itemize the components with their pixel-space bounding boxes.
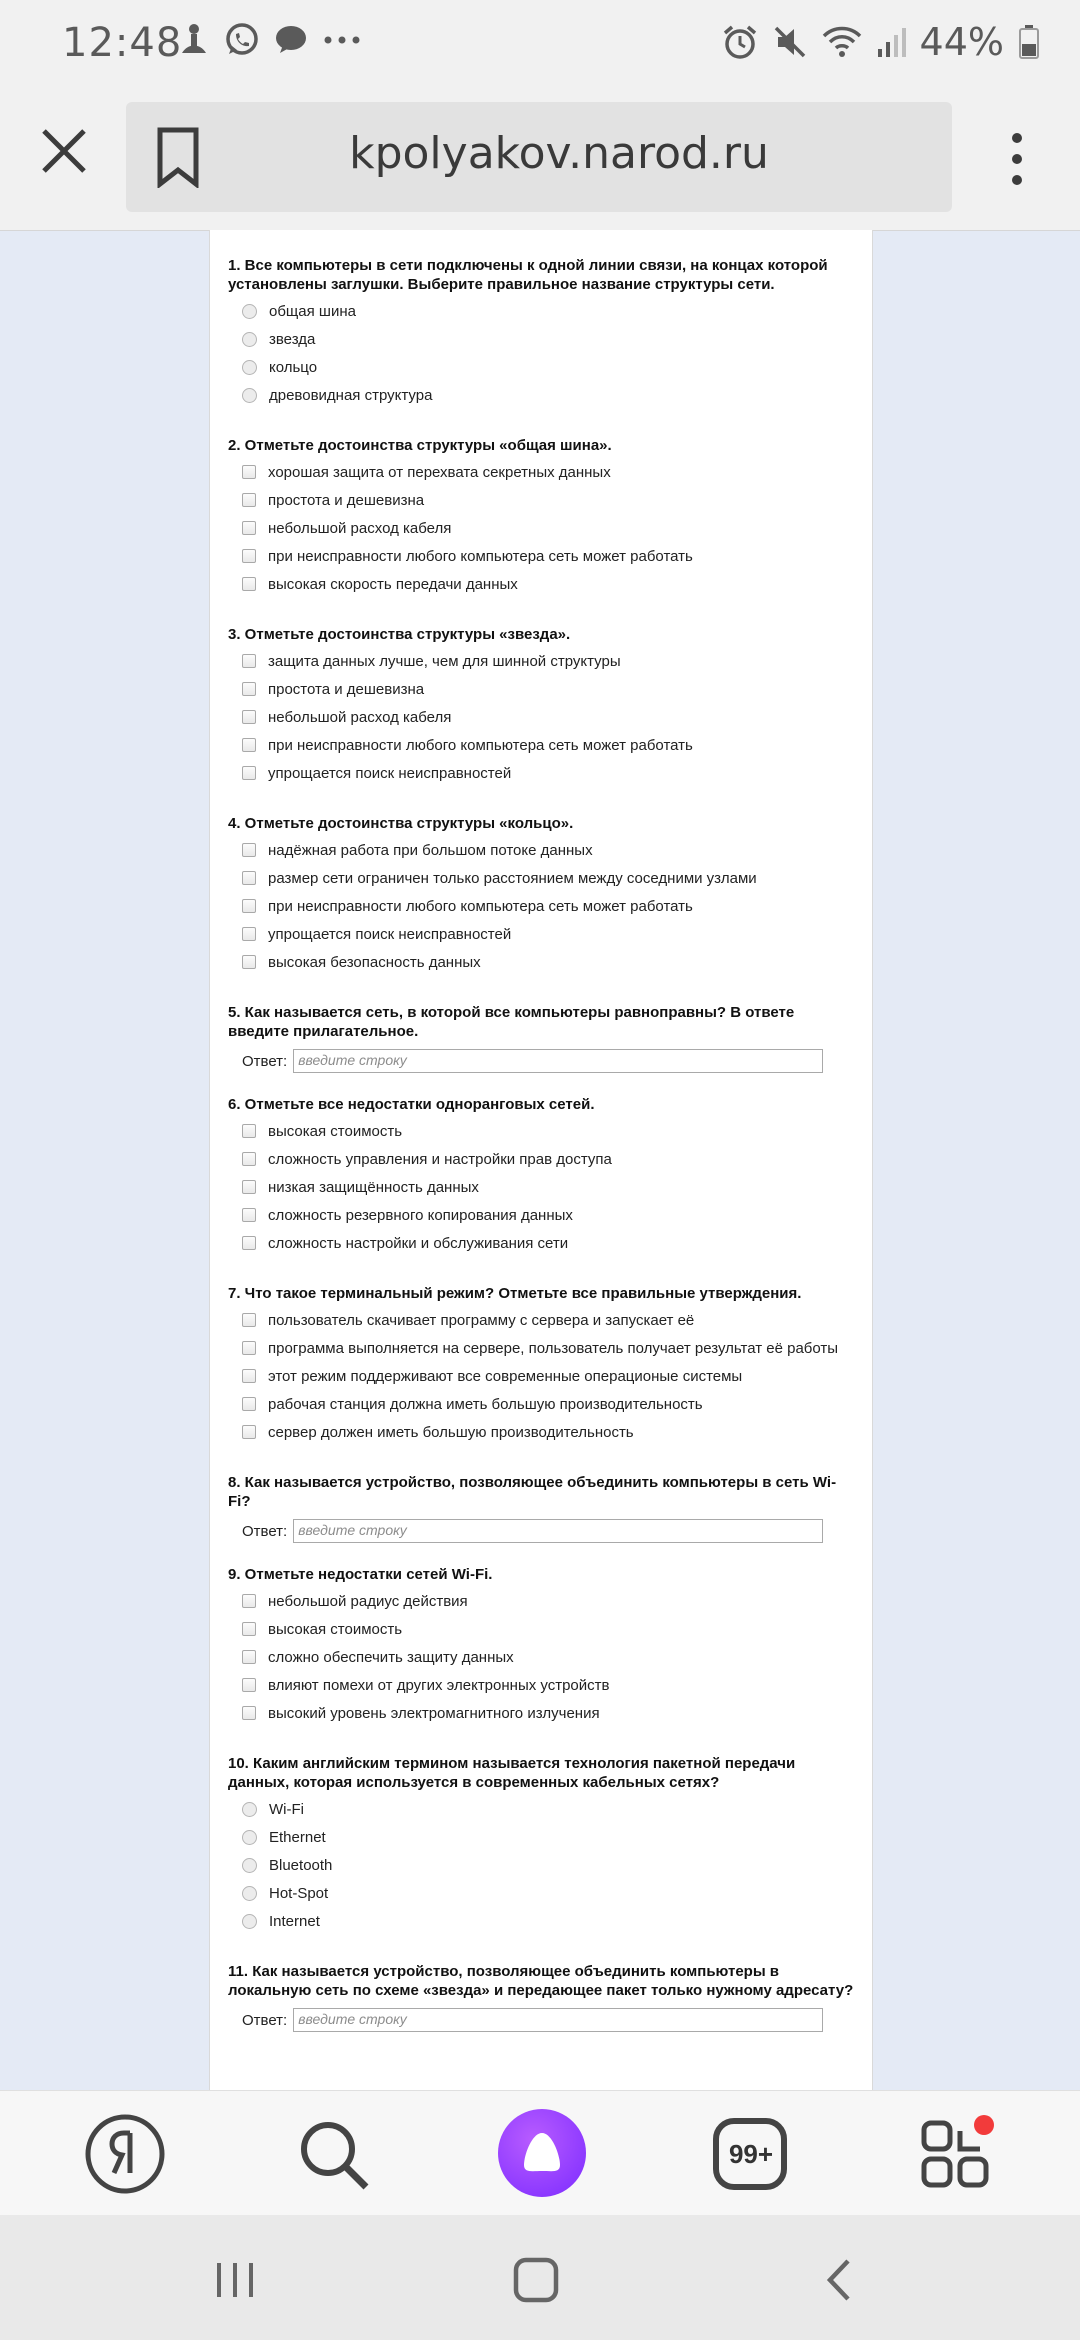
checkbox[interactable]	[242, 1124, 256, 1138]
question-8	[228, 1473, 854, 1543]
checkbox[interactable]	[242, 1236, 256, 1250]
answer-option[interactable]	[228, 1122, 854, 1150]
checkbox[interactable]	[242, 843, 256, 857]
question-6	[228, 1095, 854, 1262]
answer-option[interactable]	[228, 330, 854, 358]
checkbox[interactable]	[242, 465, 256, 479]
answer-option[interactable]	[228, 1423, 854, 1451]
question-title: 6. Отметьте все недостатки одноранговых сетей.	[228, 1096, 595, 1113]
answer-option[interactable]	[228, 358, 854, 386]
question-5	[228, 1003, 854, 1073]
option-label: небольшой расход кабеля	[268, 709, 452, 726]
option-label: программа выполняется на сервере, пользователь получает результат её работы	[268, 1340, 839, 1357]
home-icon[interactable]	[506, 2255, 566, 2305]
checkbox[interactable]	[242, 738, 256, 752]
checkbox[interactable]	[242, 871, 256, 885]
radio-button[interactable]	[242, 304, 257, 319]
page-content	[209, 230, 873, 2090]
checkbox[interactable]	[242, 927, 256, 941]
checkbox[interactable]	[242, 577, 256, 591]
signal-icon	[876, 25, 906, 59]
address-bar[interactable]	[126, 102, 952, 212]
answer-row	[242, 1519, 854, 1543]
radio-button[interactable]	[242, 1802, 257, 1817]
answer-option[interactable]	[228, 652, 854, 680]
answer-option[interactable]	[228, 1367, 854, 1395]
answer-label: Ответ:	[242, 1522, 288, 1540]
option-label: размер сети ограничен только расстоянием между соседними узлами	[268, 870, 757, 887]
battery-icon	[1018, 24, 1040, 60]
option-label: защита данных лучше, чем для шинной структуры	[268, 653, 621, 670]
checkbox[interactable]	[242, 1208, 256, 1222]
radio-button[interactable]	[242, 1830, 257, 1845]
option-label: сложность резервного копирования данных	[268, 1207, 573, 1224]
answer-option[interactable]	[228, 925, 854, 953]
option-label: небольшой радиус действия	[268, 1593, 468, 1610]
answer-option[interactable]	[228, 386, 854, 414]
question-3	[228, 625, 854, 792]
checkbox[interactable]	[242, 493, 256, 507]
answer-input[interactable]: введите строку	[293, 1049, 823, 1073]
question-title: 10. Каким английским термином называется технология пакетной передачи данных, которая используется в современных кабельных сетях?	[228, 1755, 796, 1791]
option-label: упрощается поиск неисправностей	[268, 926, 512, 943]
option-label: низкая защищённость данных	[268, 1179, 479, 1196]
status-bar	[0, 0, 1080, 85]
checkbox[interactable]	[242, 1313, 256, 1327]
radio-button[interactable]	[242, 332, 257, 347]
system-navigation	[0, 2215, 1080, 2340]
answer-option[interactable]	[228, 1178, 854, 1206]
option-label: общая шина	[269, 303, 356, 320]
answer-option[interactable]	[228, 708, 854, 736]
checkbox[interactable]	[242, 549, 256, 563]
question-title: 4. Отметьте достоинства структуры «кольцо».	[228, 815, 574, 832]
quiz	[210, 230, 872, 2032]
answer-option[interactable]	[228, 1395, 854, 1423]
answer-option[interactable]	[228, 1884, 854, 1912]
checkbox[interactable]	[242, 1425, 256, 1439]
answer-option[interactable]	[228, 1704, 854, 1732]
alice-icon	[498, 2109, 586, 2197]
option-label: при неисправности любого компьютера сеть может работать	[268, 898, 693, 915]
option-label: небольшой расход кабеля	[268, 520, 452, 537]
option-label: Internet	[269, 1913, 320, 1930]
yandex-icon[interactable]	[82, 2111, 168, 2197]
radio-button[interactable]	[242, 1914, 257, 1929]
checkbox[interactable]	[242, 1180, 256, 1194]
answer-option[interactable]	[228, 764, 854, 792]
checkbox[interactable]	[242, 1397, 256, 1411]
answer-option[interactable]	[228, 1856, 854, 1884]
answer-option[interactable]	[228, 547, 854, 575]
option-label: Wi-Fi	[269, 1801, 304, 1818]
answer-row	[242, 1049, 854, 1073]
answer-option[interactable]	[228, 463, 854, 491]
bottom-navigation	[0, 2090, 1080, 2216]
alarm-icon	[722, 24, 758, 60]
checkbox[interactable]	[242, 955, 256, 969]
option-label: хорошая защита от перехвата секретных данных	[268, 464, 611, 481]
answer-option[interactable]	[228, 897, 854, 925]
option-label: влияют помехи от других электронных устройств	[268, 1677, 610, 1694]
question-11	[228, 1962, 854, 2032]
mute-icon	[772, 24, 808, 60]
whatsapp-icon	[224, 22, 260, 58]
more-menu-icon[interactable]	[1000, 130, 1034, 188]
checkbox[interactable]	[242, 1678, 256, 1692]
answer-option[interactable]	[228, 1828, 854, 1856]
checkbox[interactable]	[242, 1369, 256, 1383]
checkbox[interactable]	[242, 654, 256, 668]
question-7	[228, 1284, 854, 1451]
option-label: этот режим поддерживают все современные операционые системы	[268, 1368, 743, 1385]
question-title: 9. Отметьте недостатки сетей Wi-Fi.	[228, 1566, 493, 1583]
answer-option[interactable]	[228, 736, 854, 764]
answer-option[interactable]	[228, 302, 854, 330]
option-label: Hot-Spot	[269, 1885, 329, 1902]
option-label: высокая стоимость	[268, 1123, 403, 1140]
option-label: сложность управления и настройки прав доступа	[268, 1151, 612, 1168]
search-icon[interactable]	[290, 2111, 376, 2197]
answer-option[interactable]	[228, 841, 854, 869]
option-label: пользователь скачивает программу с сервера и запускает её	[268, 1312, 695, 1329]
checkbox[interactable]	[242, 1622, 256, 1636]
close-icon[interactable]	[36, 123, 92, 179]
option-label: Bluetooth	[269, 1857, 333, 1874]
answer-option[interactable]	[228, 491, 854, 519]
option-label: высокая стоимость	[268, 1621, 403, 1638]
question-title: 1. Все компьютеры в сети подключены к одной линии связи, на концах которой установлены заглушки. Выберите правильное название структуры сети.	[228, 257, 828, 293]
answer-option[interactable]	[228, 1234, 854, 1262]
option-label: простота и дешевизна	[268, 492, 425, 509]
question-title: 8. Как называется устройство, позволяющее объединить компьютеры в сеть Wi-Fi?	[228, 1474, 837, 1510]
battery-percent: 44%	[919, 20, 1004, 64]
wifi-icon	[822, 24, 862, 60]
checkbox[interactable]	[242, 899, 256, 913]
answer-option[interactable]	[228, 575, 854, 603]
answer-option[interactable]	[228, 1339, 854, 1367]
tabs-icon[interactable]	[708, 2111, 794, 2197]
option-label: сервер должен иметь большую производительность	[268, 1424, 634, 1441]
checkbox[interactable]	[242, 521, 256, 535]
answer-option[interactable]	[228, 680, 854, 708]
question-title: 7. Что такое терминальный режим? Отметьте все правильные утверждения.	[228, 1285, 802, 1302]
question-1	[228, 256, 854, 414]
checkbox[interactable]	[242, 682, 256, 696]
alice-assistant-button[interactable]	[498, 2109, 586, 2197]
answer-label: Ответ:	[242, 1052, 288, 1070]
radio-button[interactable]	[242, 388, 257, 403]
option-label: Ethernet	[269, 1829, 326, 1846]
option-label: упрощается поиск неисправностей	[268, 765, 512, 782]
option-label: звезда	[269, 331, 316, 348]
answer-option[interactable]	[228, 869, 854, 897]
tabs-count: 99+	[728, 2138, 774, 2169]
answer-row	[242, 2008, 854, 2032]
answer-option[interactable]	[228, 1648, 854, 1676]
option-label: при неисправности любого компьютера сеть может работать	[268, 737, 693, 754]
message-icon	[274, 23, 308, 57]
recent-apps-icon[interactable]	[205, 2255, 265, 2305]
option-label: высокая скорость передачи данных	[268, 576, 518, 593]
status-right	[722, 20, 1040, 64]
option-label: сложность настройки и обслуживания сети	[268, 1235, 569, 1252]
question-4	[228, 814, 854, 981]
checkbox[interactable]	[242, 1706, 256, 1720]
radio-button[interactable]	[242, 360, 257, 375]
radio-button[interactable]	[242, 1858, 257, 1873]
question-9	[228, 1565, 854, 1732]
answer-option[interactable]	[228, 1206, 854, 1234]
answer-option[interactable]	[228, 1311, 854, 1339]
notification-badge	[974, 2115, 994, 2135]
question-title: 2. Отметьте достоинства структуры «общая шина».	[228, 437, 612, 454]
answer-input[interactable]: введите строку	[293, 1519, 823, 1543]
notification-icons	[178, 22, 362, 58]
option-label: высокая безопасность данных	[268, 954, 481, 971]
browser-toolbar	[0, 85, 1080, 231]
answer-option[interactable]	[228, 1620, 854, 1648]
answer-option[interactable]	[228, 519, 854, 547]
checkbox[interactable]	[242, 710, 256, 724]
option-label: простота и дешевизна	[268, 681, 425, 698]
checkbox[interactable]	[242, 1341, 256, 1355]
option-label: кольцо	[269, 359, 318, 376]
question-title: 11. Как называется устройство, позволяющее объединить компьютеры в локальную сеть по схеме «звезда» и передающее пакет только нужному адресату?	[228, 1963, 854, 1999]
answer-option[interactable]	[228, 953, 854, 981]
yoga-icon	[178, 23, 210, 57]
question-title: 3. Отметьте достоинства структуры «звезда».	[228, 626, 571, 643]
answer-option[interactable]	[228, 1912, 854, 1940]
checkbox[interactable]	[242, 1152, 256, 1166]
back-icon[interactable]	[810, 2255, 870, 2305]
radio-button[interactable]	[242, 1886, 257, 1901]
option-label: при неисправности любого компьютера сеть может работать	[268, 548, 693, 565]
option-label: высокий уровень электромагнитного излучения	[268, 1705, 600, 1722]
option-label: древовидная структура	[269, 387, 433, 404]
checkbox[interactable]	[242, 1650, 256, 1664]
more-notifications-icon	[322, 34, 362, 46]
option-label: надёжная работа при большом потоке данных	[268, 842, 593, 859]
status-time: 12:48	[62, 20, 183, 66]
checkbox[interactable]	[242, 1594, 256, 1608]
answer-input[interactable]: введите строку	[293, 2008, 823, 2032]
question-2	[228, 436, 854, 603]
answer-option[interactable]	[228, 1592, 854, 1620]
option-label: рабочая станция должна иметь большую производительность	[268, 1396, 703, 1413]
question-title: 5. Как называется сеть, в которой все компьютеры равноправны? В ответе введите прилагательное.	[228, 1004, 795, 1040]
answer-option[interactable]	[228, 1150, 854, 1178]
question-10	[228, 1754, 854, 1940]
option-label: сложно обеспечить защиту данных	[268, 1649, 514, 1666]
services-grid-icon[interactable]	[914, 2111, 1000, 2197]
page-domain: kpolyakov.narod.ru	[349, 128, 769, 179]
answer-option[interactable]	[228, 1800, 854, 1828]
checkbox[interactable]	[242, 766, 256, 780]
answer-option[interactable]	[228, 1676, 854, 1704]
answer-label: Ответ:	[242, 2011, 288, 2029]
